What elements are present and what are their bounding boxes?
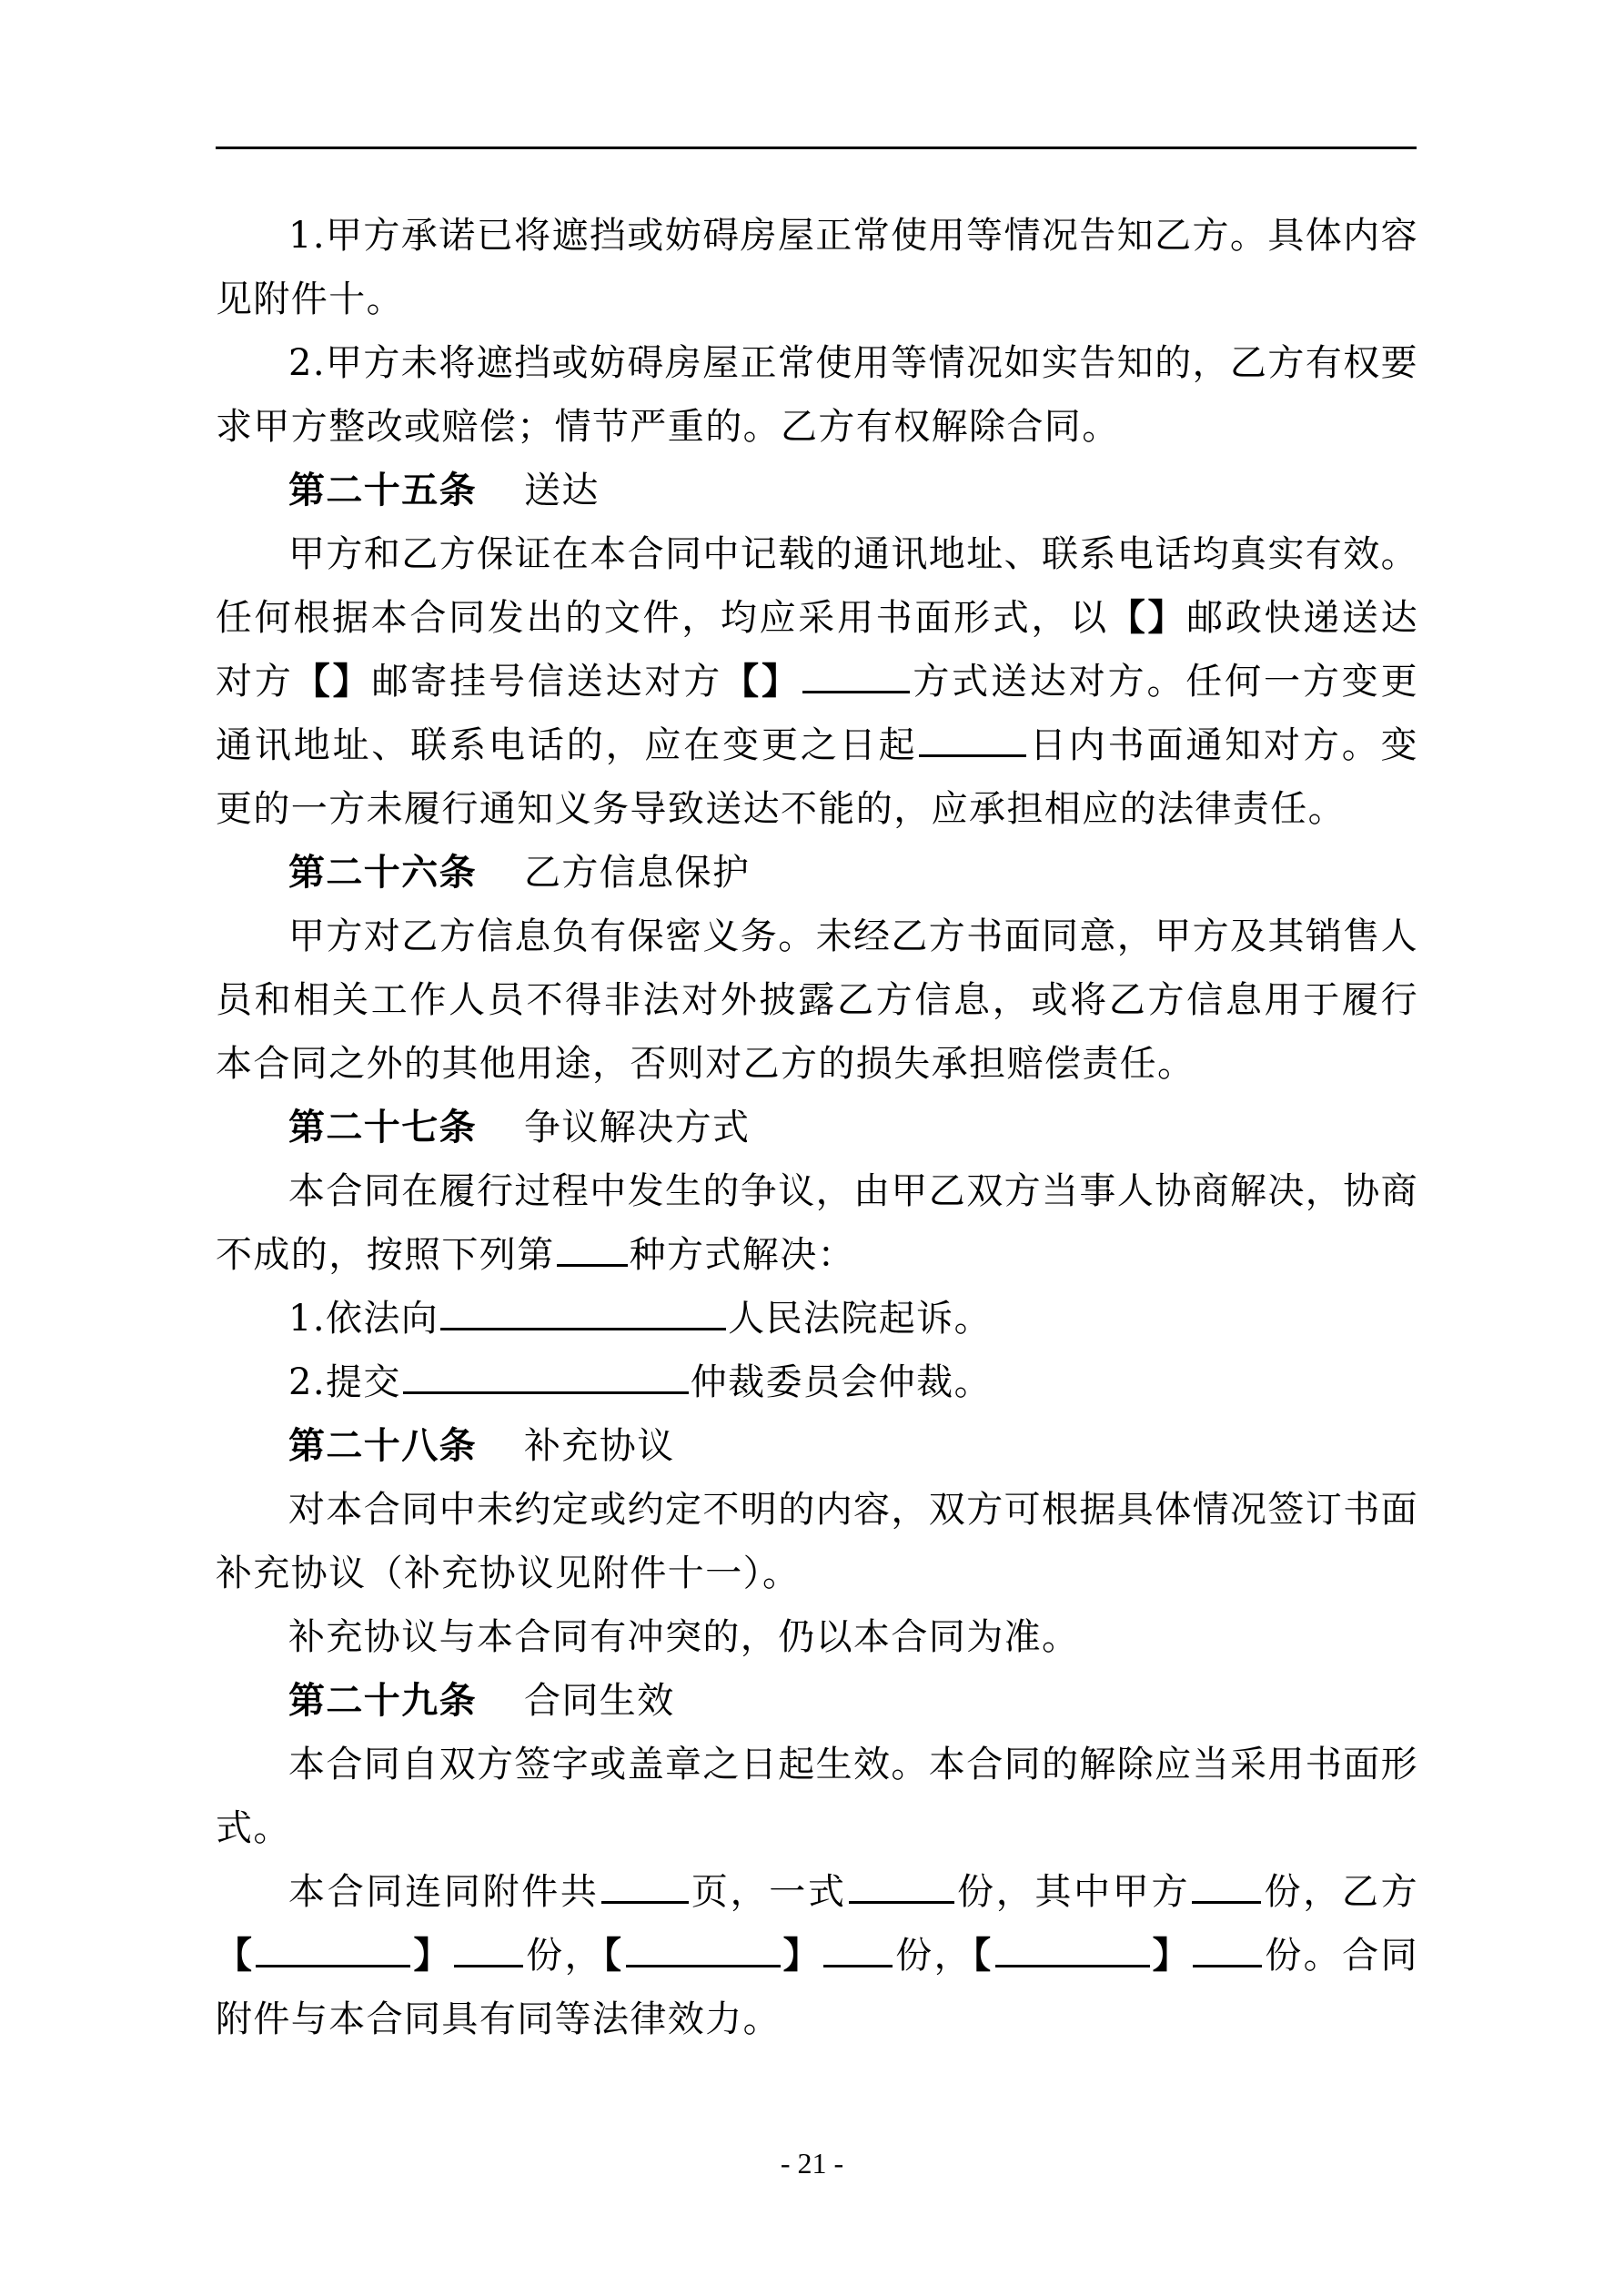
- article-25-number: 第二十五条: [288, 469, 477, 511]
- page-number: - 21 -: [780, 2147, 844, 2180]
- blank-party-a-copies[interactable]: [1192, 1870, 1261, 1904]
- bracket-close-2: 】: [782, 1934, 822, 1977]
- bracket-open-3: 【: [973, 1934, 994, 1977]
- blank-page-count[interactable]: [601, 1870, 689, 1904]
- article-29-heading: [216, 1669, 1418, 1733]
- bracket-open-1: 【: [216, 1934, 255, 1977]
- article-26-number: 第二十六条: [288, 851, 477, 894]
- article-27-heading: [216, 1096, 1418, 1159]
- copies-part2: 页，一式: [690, 1871, 847, 1913]
- document-body: [216, 204, 1418, 2051]
- blank-notice-days[interactable]: [919, 723, 1026, 757]
- option-2-suffix: 仲裁委员会仲裁。: [690, 1361, 992, 1403]
- copies-part5: 份，: [525, 1935, 604, 1977]
- article-27-text: [216, 1159, 1418, 1287]
- checkbox-bracket-3: 【】: [722, 660, 801, 703]
- article-27-option-2: [216, 1350, 1418, 1414]
- article-28-name: 补充协议: [524, 1425, 675, 1467]
- article-25-name: 送达: [524, 470, 600, 511]
- article-25-text-part5: 日内书面通知对方。变更的一方未履行通知义务导致送达不能的，应承担相应的法律责任。: [216, 724, 1419, 830]
- blank-other-party-3-copies[interactable]: [1193, 1934, 1262, 1967]
- article-28-text-2: 补充协议与本合同有冲突的，仍以本合同为准。: [288, 1616, 1080, 1658]
- article-25-text-part4: 方式送达对方。任何一方变更通讯地址、联系电话的，应在变更之日起: [216, 661, 1418, 766]
- article-25-heading: [216, 459, 1418, 522]
- bracket-close-3: 】: [1151, 1934, 1192, 1977]
- blank-arbitration-name[interactable]: [403, 1360, 689, 1394]
- article-27-number: 第二十七条: [288, 1106, 477, 1148]
- blank-other-party-1-copies[interactable]: [454, 1934, 523, 1967]
- option-2-prefix: 2.提交: [288, 1361, 401, 1403]
- clause-1: 1.甲方承诺已将遮挡或妨碍房屋正常使用等情况告知乙方。具体内容见附件十。: [216, 215, 1418, 320]
- blank-resolution-option[interactable]: [557, 1233, 628, 1267]
- copies-part6: 份，: [894, 1935, 973, 1977]
- article-27-text-part2: 种方式解决：: [629, 1234, 856, 1276]
- bracket-open-2: 【: [603, 1934, 624, 1977]
- article-29-copies: [216, 1860, 1418, 2051]
- article-26-name: 乙方信息保护: [524, 852, 751, 894]
- option-1-prefix: 1.依法向: [288, 1298, 439, 1340]
- article-25-text-part1: 甲方和乙方保证在本合同中记载的通讯地址、联系电话均真实有效。任何根据本合同发出的文件，均应采用书面形式，以: [216, 533, 1418, 639]
- header-rule: [216, 147, 1417, 149]
- article-29-number: 第二十九条: [288, 1679, 477, 1722]
- option-1-suffix: 人民法院起诉。: [728, 1298, 992, 1340]
- copies-part4: 份，乙方: [1263, 1871, 1418, 1913]
- article-28-text-1: 对本合同中未约定或约定不明的内容，双方可根据具体情况签订书面补充协议（补充协议见附件十一）。: [216, 1489, 1418, 1594]
- blank-other-party-1[interactable]: [256, 1934, 410, 1967]
- blank-other-party-3[interactable]: [995, 1934, 1150, 1967]
- article-27-text-part1: 本合同在履行过程中发生的争议，由甲乙双方当事人协商解决，协商不成的，按照下列第: [216, 1170, 1418, 1276]
- article-26-heading: [216, 841, 1418, 905]
- copies-part1: 本合同连同附件共: [288, 1871, 600, 1913]
- checkbox-bracket-2: 【】: [293, 660, 372, 703]
- blank-copy-count[interactable]: [849, 1870, 954, 1904]
- blank-other-party-2-copies[interactable]: [823, 1934, 893, 1967]
- article-27-name: 争议解决方式: [524, 1107, 751, 1148]
- article-28-heading: [216, 1414, 1418, 1478]
- article-25-text-part3: 邮寄挂号信送达对方: [371, 661, 723, 703]
- blank-court-name[interactable]: [440, 1297, 726, 1330]
- copies-part7: 份。合同附件与本合同具有同等法律效力。: [216, 1935, 1419, 2040]
- article-26-text: 甲方对乙方信息负有保密义务。未经乙方书面同意，甲方及其销售人员和相关工作人员不得非法对外披露乙方信息，或将乙方信息用于履行本合同之外的其他用途，否则对乙方的损失承担赔偿责任。: [216, 915, 1418, 1085]
- article-29-text-1: 本合同自双方签字或盖章之日起生效。本合同的解除应当采用书面形式。: [216, 1744, 1418, 1849]
- article-25-text: [216, 522, 1418, 841]
- copies-part3: 份，其中甲方: [955, 1871, 1191, 1913]
- bracket-close-1: 】: [412, 1934, 453, 1977]
- article-28-number: 第二十八条: [288, 1424, 477, 1467]
- article-29-name: 合同生效: [524, 1680, 675, 1722]
- blank-other-party-2[interactable]: [626, 1934, 781, 1967]
- clause-2: 2.甲方未将遮挡或妨碍房屋正常使用等情况如实告知的，乙方有权要求甲方整改或赔偿；情节严重的。乙方有权解除合同。: [216, 342, 1418, 448]
- checkbox-bracket-1: 【】: [1108, 596, 1187, 639]
- article-25-text-part2: 邮政快递送达对方: [216, 597, 1418, 703]
- blank-delivery-method[interactable]: [802, 660, 910, 693]
- article-27-option-1: [216, 1287, 1418, 1350]
